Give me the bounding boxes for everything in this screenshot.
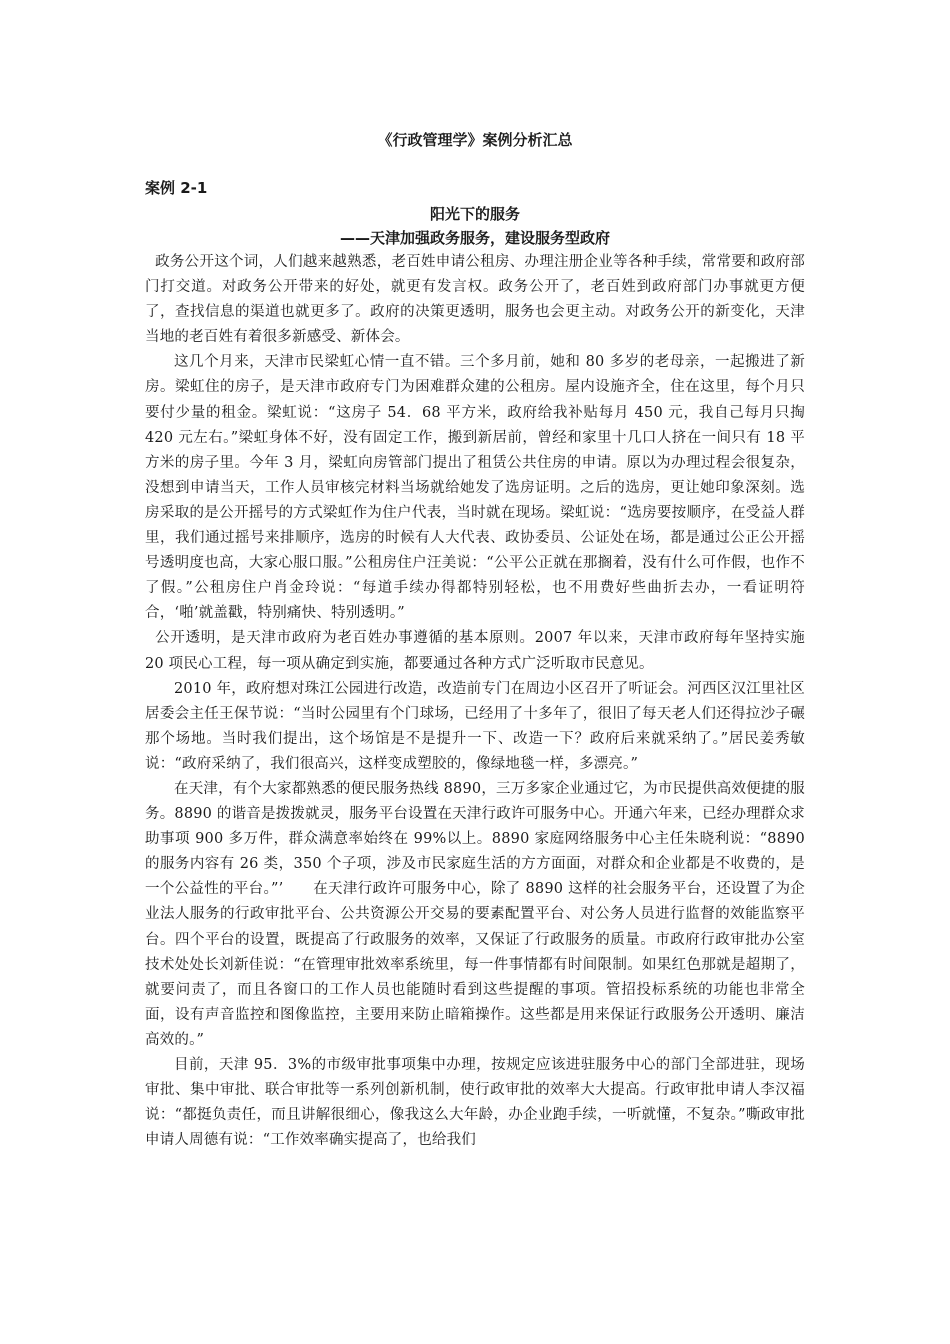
paragraph: 在天津，有个大家都熟悉的便民服务热线 8890，三万多家企业通过它，为市民提供高效便捷的服务。8890 的谐音是拨拨就灵，服务平台设置在天津行政许可服务中心。开通六年来，已经办理群众求助事项 900 多万件，群众满意率始终在 99%以上。8890 家庭网络服务中心主任朱晓利说：“8890 的服务内容有 26 类，350 个子项，涉及市民家庭生活的方方面面，对群众和企业都是不收费的，是一个公益性的平台。”’ 在天津行政许可服务中心，除了 8890 这样的社会服务平台，还设置了为企业法人服务的行政审批平台、公共资源公开交易的要素配置平台、对公务人员进行监督的效能监察平台。四个平台的设置，既提高了行政服务的效率，又保证了行政服务的质量。市政府行政审批办公室技术处处长刘新佳说：“在管理审批效率系统里，每一件事情都有时间限制。如果红色那就是超期了，就要问责了，而且各窗口的工作人员也能随时看到这些提醒的事项。管招投标系统的功能也非常全面，设有声音监控和图像监控，主要用来防止暗箱操作。这些都是用来保证行政服务公开透明、廉洁高效的。” [145,780,805,1048]
document-title: 《行政管理学》案例分析汇总 [377,131,573,149]
paragraph: 政务公开这个词，人们越来越熟悉，老百姓申请公租房、办理注册企业等各种手续，常常要和政府部门打交道。对政务公开带来的好处，就更有发言权。政务公开了，老百姓到政府部门办事就更方便了，查找信息的渠道也就更多了。政府的决策更透明，服务也会更主动。对政务公开的新变化，天津当地的老百姓有着很多新感受、新体会。 [145,254,805,346]
case-title: 阳光下的服务 [429,205,520,223]
paragraph: 这几个月来，天津市民梁虹心情一直不错。三个多月前，她和 80 多岁的老母亲，一起搬进了新房。梁虹住的房子，是天津市政府专门为困难群众建的公租房。屋内设施齐全，住在这里，每个月只要付少量的租金。梁虹说：“这房子 54．68 平方米，政府给我补贴每月 450 元，我自己每月只掏 420 元左右。”梁虹身体不好，没有固定工作，搬到新居前，曾经和家里十几口人挤在一间只有 18 平方米的房子里。今年 3 月，梁虹向房管部门提出了租赁公共住房的申请。原以为办理过程会很复杂，没想到申请当天，工作人员审核完材料当场就给她发了选房证明。之后的选房，更让她印象深刻。选房采取的是公开摇号的方式梁虹作为住户代表，当时就在现场。梁虹说：“选房要按顺序，在受益人群里，我们通过摇号来排顺序，选房的时候有人大代表、政协委员、公证处在场，都是通过公正公开摇号透明度也高，大家心服口服。”公租房住户汪美说：“公平公正就在那搁着，没有什么可作假，也作不了假。”公租房住户肖金玲说：“每道手续办得都特别轻松，也不用费好些曲折去办，一看证明符合，‘啪’就盖戳，特别痛快、特别透明。” [145,354,805,622]
paragraph: 目前，天津 95．3%的市级审批事项集中办理，按规定应该进驻服务中心的部门全部进驻，现场审批、集中审批、联合审批等一系列创新机制，使行政审批的效率大大提高。行政审批申请人李汉福说：“都挺负责任，而且讲解很细心，像我这么大年龄，办企业跑手续，一听就懂，不复杂。”嘶政审批申请人周德有说：“工作效率确实提高了，也给我们 [145,1057,805,1149]
case-label: 案例 2-1 [145,179,208,197]
case-subtitle: ——天津加强政务服务，建设服务型政府 [339,229,610,247]
case-body [145,250,805,1153]
document-page [145,0,805,1344]
paragraph: 公开透明，是天津市政府为老百姓办事遵循的基本原则。2007 年以来，天津市政府每年坚持实施 20 项民心工程，每一项从确定到实施，都要通过各种方式广泛听取市民意见。 [145,630,805,672]
paragraph: 2010 年，政府想对珠江公园进行改造，改造前专门在周边小区召开了听证会。河西区汉江里社区居委会主任王保节说：“当时公园里有个门球场，已经用了十多年了，很旧了每天老人们还得拉沙子碾那个场地。当时我们提出，这个场馆是不是提升一下、改造一下？政府后来就采纳了。”居民姜秀敏说：“政府采纳了，我们很高兴，这样变成塑胶的，像绿地毯一样，多漂亮。” [145,680,805,772]
